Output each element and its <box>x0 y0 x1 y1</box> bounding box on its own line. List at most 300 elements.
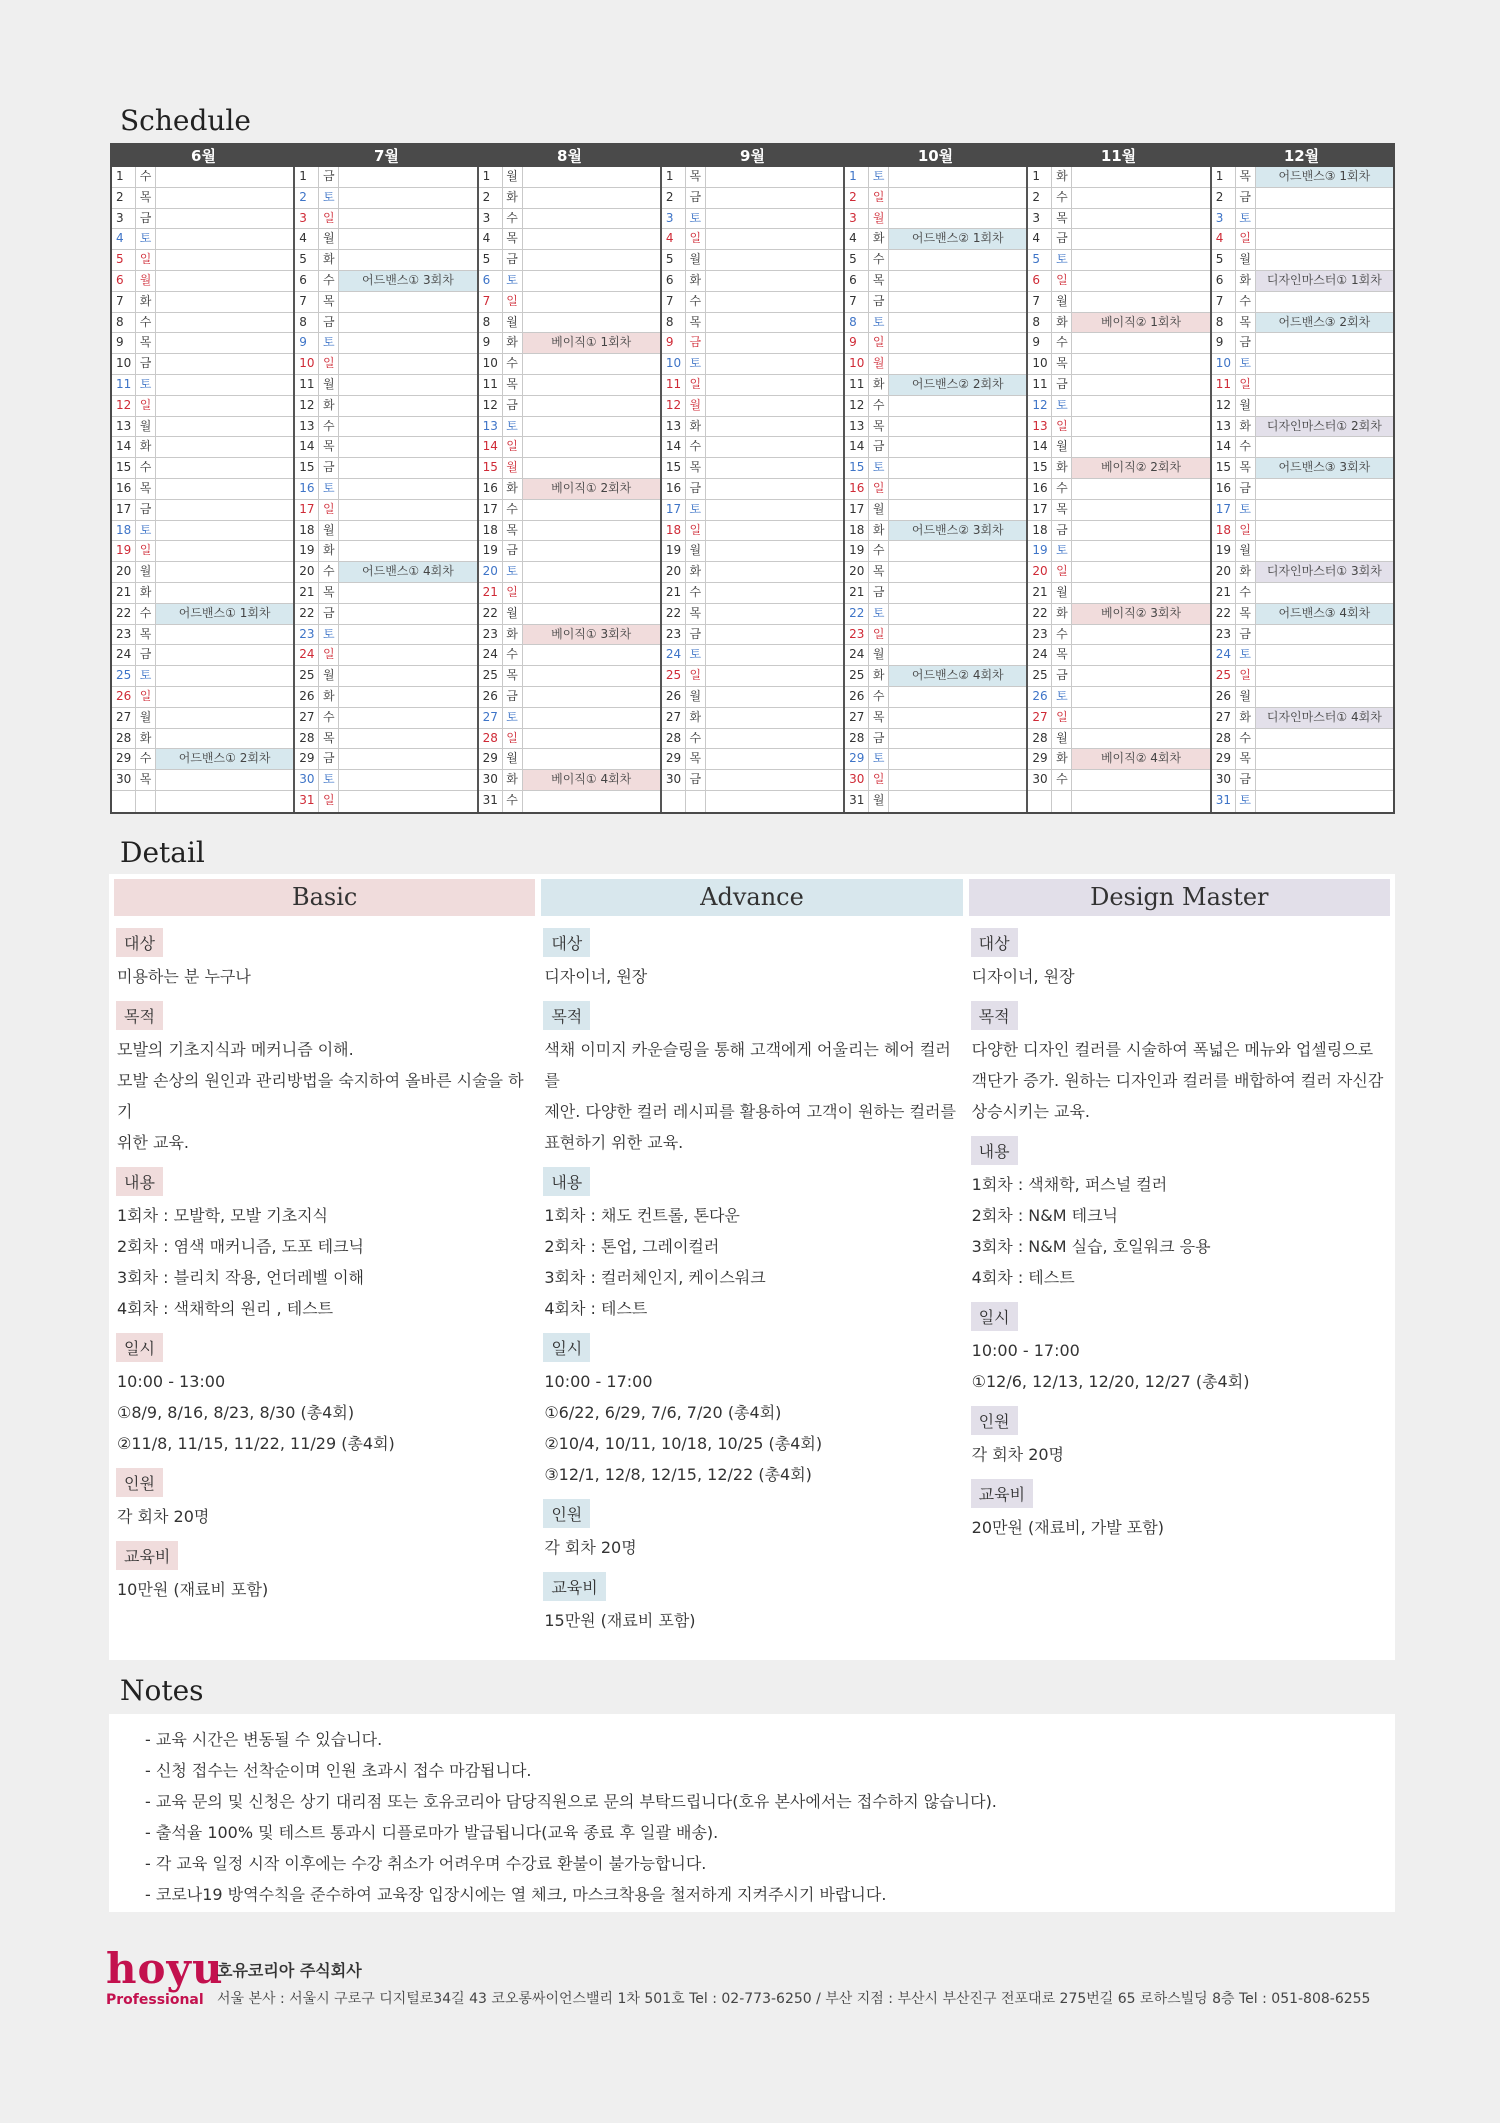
empty-cell <box>523 521 660 541</box>
day-row <box>479 729 660 750</box>
day-number: 4 <box>112 229 136 249</box>
weekday: 금 <box>1052 229 1072 249</box>
day-row <box>479 604 660 625</box>
day-row <box>845 479 1026 500</box>
empty-cell <box>706 562 843 582</box>
weekday: 화 <box>319 396 339 416</box>
empty-cell <box>706 541 843 561</box>
day-row <box>1212 375 1393 396</box>
weekday: 화 <box>503 625 523 645</box>
empty-cell <box>156 188 293 208</box>
day-row <box>845 500 1026 521</box>
text-line: 색채 이미지 카운슬링을 통해 고객에게 어울리는 헤어 컬러를 <box>544 1040 951 1090</box>
day-row <box>295 396 476 417</box>
day-number: 18 <box>662 521 686 541</box>
empty-cell <box>339 250 476 270</box>
day-number: 11 <box>1028 375 1052 395</box>
day-row <box>295 313 476 334</box>
day-row <box>479 749 660 770</box>
day-row <box>1212 749 1393 770</box>
day-row <box>1212 729 1393 750</box>
empty-cell <box>523 708 660 728</box>
day-number <box>1028 791 1052 812</box>
empty-cell <box>889 271 1026 291</box>
day-number: 22 <box>845 604 869 624</box>
weekday: 수 <box>319 708 339 728</box>
day-number: 26 <box>295 687 319 707</box>
day-number: 31 <box>1212 791 1236 812</box>
day-number: 4 <box>295 229 319 249</box>
day-row <box>1212 209 1393 230</box>
text-line: 제안. 다양한 컬러 레시피를 활용하여 고객이 원하는 컬러를 <box>544 1102 956 1121</box>
day-number: 22 <box>295 604 319 624</box>
day-row <box>662 188 843 209</box>
weekday: 목 <box>869 562 889 582</box>
day-row <box>112 250 293 271</box>
day-row <box>112 500 293 521</box>
month-label: 10월 <box>917 147 954 165</box>
session-event: 어드밴스① 3회차 <box>339 271 476 291</box>
empty-cell <box>889 292 1026 312</box>
section-text <box>541 1605 962 1636</box>
day-row <box>662 791 843 812</box>
day-row <box>112 375 293 396</box>
schedule-title: Schedule <box>120 104 251 137</box>
empty-cell <box>339 791 476 812</box>
text-line: 2회차 : 염색 매커니즘, 도포 테크닉 <box>117 1237 365 1256</box>
day-number: 24 <box>845 645 869 665</box>
day-number: 18 <box>112 521 136 541</box>
empty-cell <box>339 521 476 541</box>
weekday: 일 <box>503 729 523 749</box>
day-number: 2 <box>845 188 869 208</box>
weekday: 금 <box>319 313 339 333</box>
weekday: 금 <box>136 500 156 520</box>
day-row <box>1212 250 1393 271</box>
text-line: 1회차 : 모발학, 모발 기초지식 <box>117 1206 329 1225</box>
day-number: 27 <box>845 708 869 728</box>
empty-cell <box>889 625 1026 645</box>
day-row <box>662 313 843 334</box>
weekday: 화 <box>869 666 889 686</box>
empty-cell <box>523 313 660 333</box>
day-number: 29 <box>1028 749 1052 769</box>
company-name: 호유코리아 주식회사 <box>217 1961 362 1980</box>
day-row <box>1212 458 1393 479</box>
weekday: 토 <box>1236 791 1256 812</box>
day-number: 28 <box>295 729 319 749</box>
empty-cell <box>889 417 1026 437</box>
day-number: 17 <box>1212 500 1236 520</box>
empty-cell <box>706 666 843 686</box>
day-number: 17 <box>479 500 503 520</box>
text-line: 상승시키는 교육. <box>971 1102 1091 1121</box>
empty-cell <box>706 333 843 353</box>
weekday: 일 <box>319 500 339 520</box>
day-row <box>662 229 843 250</box>
day-number: 15 <box>662 458 686 478</box>
weekday: 금 <box>686 479 706 499</box>
weekday: 금 <box>136 645 156 665</box>
day-row <box>1028 791 1209 812</box>
session-event: 디자인마스터① 4회차 <box>1256 708 1393 728</box>
weekday: 월 <box>869 209 889 229</box>
day-number: 26 <box>845 687 869 707</box>
day-row <box>662 354 843 375</box>
empty-cell <box>1072 500 1209 520</box>
day-row <box>295 479 476 500</box>
section-text <box>541 1200 962 1324</box>
empty-cell <box>523 271 660 291</box>
empty-cell <box>339 437 476 457</box>
weekday: 화 <box>686 271 706 291</box>
day-number: 10 <box>845 354 869 374</box>
empty-cell <box>1072 209 1209 229</box>
empty-cell <box>156 708 293 728</box>
empty-cell <box>889 749 1026 769</box>
empty-cell <box>156 770 293 790</box>
weekday: 수 <box>1236 729 1256 749</box>
day-row <box>662 666 843 687</box>
day-number: 4 <box>662 229 686 249</box>
weekday: 월 <box>686 396 706 416</box>
session-event: 어드밴스① 2회차 <box>156 749 293 769</box>
empty-cell <box>706 521 843 541</box>
day-number: 24 <box>1212 645 1236 665</box>
weekday: 수 <box>1052 188 1072 208</box>
weekday <box>136 791 156 812</box>
weekday: 금 <box>319 749 339 769</box>
section-content <box>114 1167 535 1324</box>
note-item: - 신청 접수는 선착순이며 인원 초과시 접수 마감됩니다. <box>145 1761 532 1780</box>
day-number: 13 <box>845 417 869 437</box>
hoyu-logo <box>106 1944 224 2008</box>
empty-cell <box>706 417 843 437</box>
empty-cell <box>706 500 843 520</box>
text-line: 모발의 기초지식과 메커니즘 이해. <box>117 1040 354 1059</box>
weekday: 목 <box>1236 167 1256 187</box>
day-row <box>112 354 293 375</box>
weekday: 일 <box>1052 562 1072 582</box>
day-row <box>1028 167 1209 188</box>
weekday: 화 <box>1052 749 1072 769</box>
day-row <box>845 521 1026 542</box>
session-event: 베이직① 1회차 <box>523 333 660 353</box>
weekday: 목 <box>136 333 156 353</box>
weekday: 월 <box>1052 437 1072 457</box>
day-row <box>662 541 843 562</box>
logo-wordmark: hoyu <box>106 1944 224 1993</box>
day-row <box>1212 500 1393 521</box>
day-number: 25 <box>845 666 869 686</box>
note-item: - 교육 문의 및 신청은 상기 대리점 또는 호유코리아 담당직원으로 문의 부탁드립니다(호유 본사에서는 접수하지 않습니다). <box>145 1792 997 1811</box>
day-number: 17 <box>1028 500 1052 520</box>
empty-cell <box>1256 770 1393 790</box>
empty-cell <box>889 770 1026 790</box>
empty-cell <box>706 729 843 749</box>
session-event: 어드밴스② 3회차 <box>889 521 1026 541</box>
day-number: 15 <box>1212 458 1236 478</box>
day-number: 12 <box>845 396 869 416</box>
day-row <box>295 645 476 666</box>
day-number: 9 <box>1028 333 1052 353</box>
day-row <box>845 229 1026 250</box>
day-row <box>1028 375 1209 396</box>
day-number: 16 <box>112 479 136 499</box>
day-number: 22 <box>479 604 503 624</box>
day-number: 7 <box>295 292 319 312</box>
day-number: 14 <box>479 437 503 457</box>
empty-cell <box>1256 209 1393 229</box>
day-number: 18 <box>845 521 869 541</box>
day-row <box>845 708 1026 729</box>
weekday: 토 <box>136 375 156 395</box>
section-tag: 대상 <box>543 928 590 957</box>
weekday: 일 <box>686 666 706 686</box>
day-row <box>479 313 660 334</box>
day-row <box>295 583 476 604</box>
day-row <box>1028 250 1209 271</box>
empty-cell <box>523 437 660 457</box>
day-number: 8 <box>662 313 686 333</box>
month-column <box>112 167 293 812</box>
day-number: 17 <box>662 500 686 520</box>
day-number: 11 <box>662 375 686 395</box>
session-event: 어드밴스③ 4회차 <box>1256 604 1393 624</box>
weekday: 토 <box>503 562 523 582</box>
empty-cell <box>1072 292 1209 312</box>
empty-cell <box>706 583 843 603</box>
empty-cell <box>889 437 1026 457</box>
empty-cell <box>1072 666 1209 686</box>
day-row <box>1212 708 1393 729</box>
month-column <box>660 167 843 812</box>
day-number: 18 <box>479 521 503 541</box>
text-line: 위한 교육. <box>117 1133 189 1152</box>
course-column-adv <box>541 879 962 1655</box>
day-row <box>112 417 293 438</box>
session-event: 어드밴스② 2회차 <box>889 375 1026 395</box>
empty-cell <box>523 500 660 520</box>
session-event: 베이직① 4회차 <box>523 770 660 790</box>
day-row <box>479 292 660 313</box>
day-row <box>1212 313 1393 334</box>
day-number <box>662 791 686 812</box>
weekday: 화 <box>1052 167 1072 187</box>
day-row <box>662 604 843 625</box>
day-number: 23 <box>662 625 686 645</box>
section-tag: 일시 <box>971 1302 1018 1331</box>
day-number: 19 <box>479 541 503 561</box>
day-row <box>662 209 843 230</box>
empty-cell <box>1072 583 1209 603</box>
day-number: 29 <box>479 749 503 769</box>
day-row <box>662 500 843 521</box>
empty-cell <box>339 333 476 353</box>
day-row <box>1028 333 1209 354</box>
empty-cell <box>706 479 843 499</box>
weekday: 수 <box>686 729 706 749</box>
weekday: 월 <box>136 562 156 582</box>
section-content <box>969 1136 1390 1293</box>
weekday: 일 <box>503 292 523 312</box>
weekday: 목 <box>686 604 706 624</box>
weekday: 금 <box>503 687 523 707</box>
weekday: 화 <box>136 729 156 749</box>
day-number: 21 <box>845 583 869 603</box>
weekday: 일 <box>1236 229 1256 249</box>
day-row <box>1212 167 1393 188</box>
weekday: 일 <box>686 375 706 395</box>
weekday: 금 <box>1236 770 1256 790</box>
weekday: 월 <box>1236 250 1256 270</box>
empty-cell <box>1256 437 1393 457</box>
empty-cell <box>156 167 293 187</box>
weekday: 목 <box>319 292 339 312</box>
day-number: 1 <box>845 167 869 187</box>
weekday: 수 <box>136 749 156 769</box>
day-row <box>295 770 476 791</box>
day-row <box>1028 562 1209 583</box>
empty-cell <box>339 729 476 749</box>
weekday: 월 <box>136 271 156 291</box>
section-target <box>969 928 1390 992</box>
weekday: 일 <box>869 770 889 790</box>
notes-title: Notes <box>120 1674 204 1707</box>
day-number: 17 <box>112 500 136 520</box>
day-row <box>845 209 1026 230</box>
empty-cell <box>706 708 843 728</box>
weekday: 토 <box>503 271 523 291</box>
course-column-basic <box>114 879 535 1655</box>
day-row <box>662 562 843 583</box>
empty-cell <box>339 583 476 603</box>
weekday: 화 <box>1052 313 1072 333</box>
section-text <box>969 1169 1390 1293</box>
empty-cell <box>156 521 293 541</box>
month-header-row <box>112 145 1393 167</box>
section-purpose <box>114 1001 535 1158</box>
day-row <box>1028 541 1209 562</box>
empty-cell <box>1072 437 1209 457</box>
section-text <box>114 1366 535 1459</box>
day-row <box>662 396 843 417</box>
weekday: 월 <box>319 229 339 249</box>
note-item: - 출석율 100% 및 테스트 통과시 디플로마가 발급됩니다(교육 종료 후 일괄 배송). <box>145 1823 719 1842</box>
empty-cell <box>1256 500 1393 520</box>
day-number: 27 <box>479 708 503 728</box>
empty-cell <box>523 562 660 582</box>
day-number <box>112 791 136 812</box>
day-number: 27 <box>1212 708 1236 728</box>
day-row <box>112 666 293 687</box>
empty-cell <box>156 625 293 645</box>
weekday: 목 <box>136 770 156 790</box>
session-event: 베이직② 2회차 <box>1072 458 1209 478</box>
weekday: 토 <box>319 479 339 499</box>
day-number: 12 <box>112 396 136 416</box>
day-number: 10 <box>295 354 319 374</box>
day-number: 29 <box>295 749 319 769</box>
weekday: 금 <box>1236 333 1256 353</box>
weekday: 월 <box>503 458 523 478</box>
empty-cell <box>1072 708 1209 728</box>
day-number: 8 <box>845 313 869 333</box>
weekday: 일 <box>319 354 339 374</box>
text-line: 10만원 (재료비 포함) <box>117 1580 269 1599</box>
weekday <box>686 791 706 812</box>
day-row <box>295 229 476 250</box>
day-row <box>1212 604 1393 625</box>
day-row <box>479 167 660 188</box>
weekday: 화 <box>503 770 523 790</box>
day-row <box>112 541 293 562</box>
weekday: 화 <box>136 437 156 457</box>
weekday: 일 <box>136 687 156 707</box>
empty-cell <box>706 292 843 312</box>
section-tag: 목적 <box>971 1001 1018 1030</box>
empty-cell <box>889 250 1026 270</box>
weekday: 토 <box>136 666 156 686</box>
day-number: 8 <box>112 313 136 333</box>
day-number: 1 <box>1212 167 1236 187</box>
day-row <box>112 479 293 500</box>
section-tag: 대상 <box>116 928 163 957</box>
day-number: 7 <box>112 292 136 312</box>
day-row <box>479 687 660 708</box>
day-number: 24 <box>479 645 503 665</box>
day-number: 22 <box>662 604 686 624</box>
weekday: 금 <box>319 604 339 624</box>
day-row <box>1028 479 1209 500</box>
day-number: 10 <box>112 354 136 374</box>
day-row <box>662 645 843 666</box>
empty-cell <box>156 791 293 812</box>
empty-cell <box>706 209 843 229</box>
section-tag: 인원 <box>543 1499 590 1528</box>
empty-cell <box>523 458 660 478</box>
day-row <box>112 437 293 458</box>
text-line: 미용하는 분 누구나 <box>117 967 251 986</box>
day-row <box>1028 313 1209 334</box>
weekday: 일 <box>686 229 706 249</box>
day-number: 21 <box>479 583 503 603</box>
empty-cell <box>706 188 843 208</box>
day-number: 16 <box>1212 479 1236 499</box>
day-row <box>845 188 1026 209</box>
day-number: 6 <box>1028 271 1052 291</box>
day-row <box>295 500 476 521</box>
weekday: 금 <box>1236 625 1256 645</box>
day-number: 10 <box>662 354 686 374</box>
empty-cell <box>339 770 476 790</box>
day-row <box>845 313 1026 334</box>
day-number: 30 <box>112 770 136 790</box>
weekday: 화 <box>869 229 889 249</box>
empty-cell <box>339 375 476 395</box>
weekday: 목 <box>136 188 156 208</box>
empty-cell <box>523 541 660 561</box>
empty-cell <box>523 229 660 249</box>
empty-cell <box>1072 645 1209 665</box>
day-row <box>295 541 476 562</box>
text-line: 10:00 - 13:00 <box>117 1372 226 1391</box>
day-row <box>295 292 476 313</box>
day-number: 4 <box>1212 229 1236 249</box>
day-number: 13 <box>662 417 686 437</box>
day-number: 30 <box>845 770 869 790</box>
day-number: 28 <box>845 729 869 749</box>
